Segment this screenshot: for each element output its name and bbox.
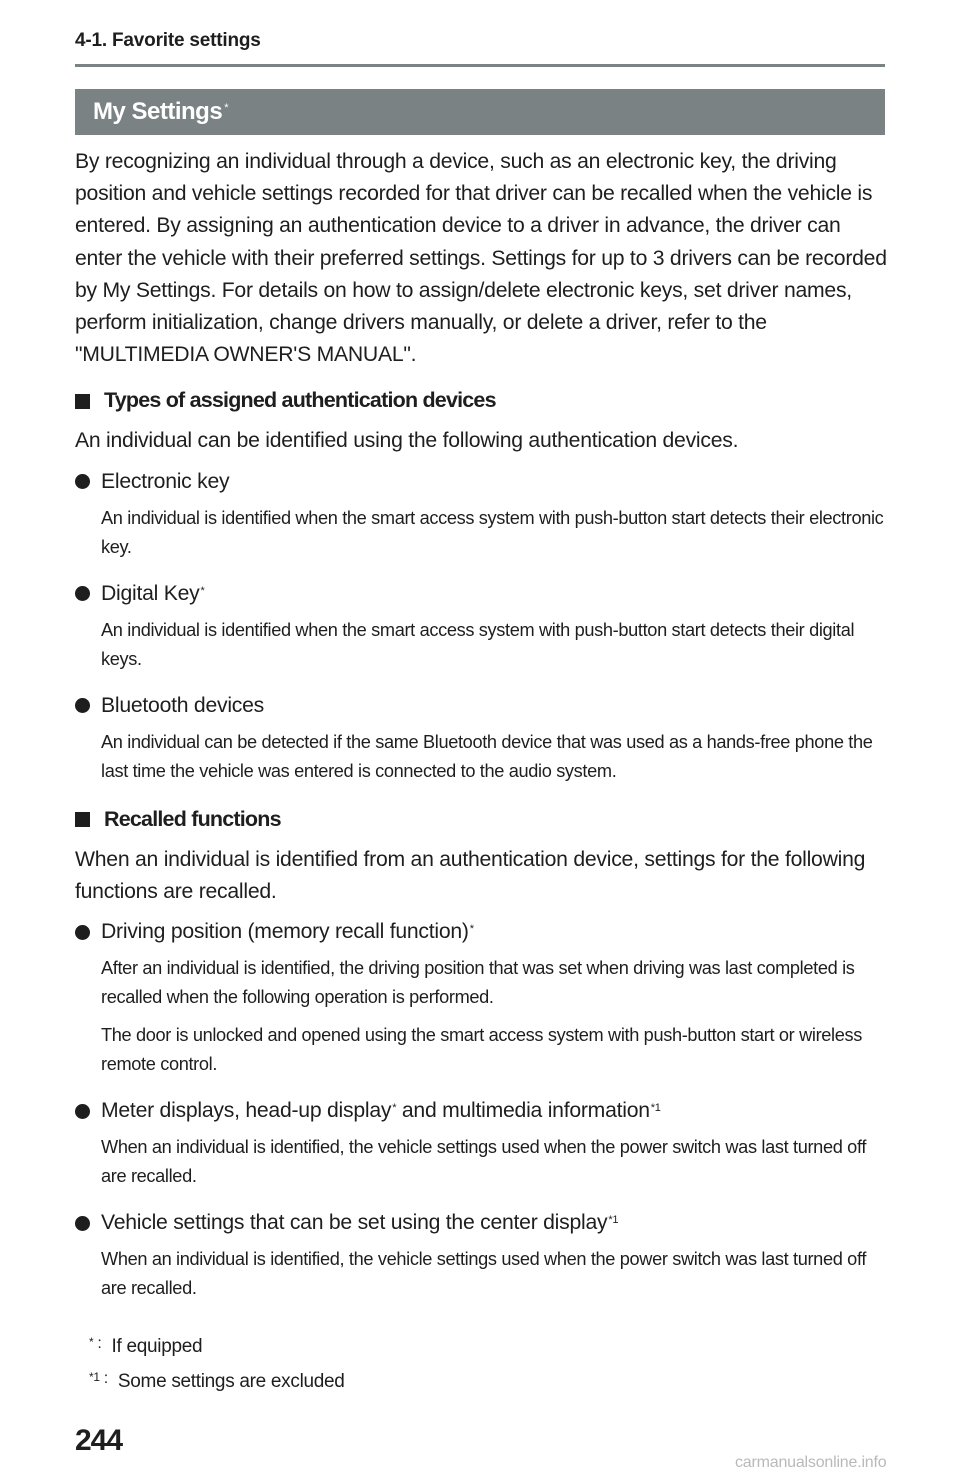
bullet-row <box>75 1207 887 1239</box>
bullet-label: Electronic key <box>101 469 230 493</box>
spacer <box>75 786 887 804</box>
bullet-label: Driving position (memory recall function) <box>101 920 469 944</box>
recalled-heading-text: Recalled functions <box>104 806 281 831</box>
footnote-text: Some settings are excluded <box>117 1371 345 1392</box>
page-number: 244 <box>75 1424 123 1457</box>
bullet-row <box>75 690 887 722</box>
bullet-detail: An individual is identified when the smart access system with push-button start detects their electronic key. <box>101 507 884 557</box>
round-bullet-icon <box>75 698 90 713</box>
bullet-row <box>75 916 887 948</box>
bullet-label: and multimedia information <box>396 1099 650 1123</box>
footnotes <box>89 1336 345 1406</box>
spacer <box>75 1191 887 1207</box>
title-footnote-mark: * <box>224 102 228 114</box>
spacer <box>75 1079 887 1095</box>
round-bullet-icon <box>75 1216 90 1231</box>
footnote-mark: * <box>200 584 205 597</box>
spacer <box>75 562 887 578</box>
bullet-row <box>75 466 887 498</box>
footnote-text: If equipped <box>111 1336 203 1357</box>
square-bullet-icon <box>75 812 90 827</box>
auth-item-electronic-key <box>75 466 887 562</box>
footnote-separator: : <box>97 1335 102 1352</box>
footnote-separator: : <box>103 1370 108 1387</box>
recalled-item-vehicle-settings <box>75 1207 887 1303</box>
bullet-detail: An individual is identified when the smart access system with push-button start detects their digital keys. <box>101 619 855 669</box>
bullet-detail: When an individual is identified, the vehicle settings used when the power switch was last turned off are recalled. <box>101 1249 867 1299</box>
footnote-mark: *1 <box>608 1214 619 1227</box>
recalled-lead: When an individual is identified from an authentication device, settings for the following functions are recalled. <box>75 847 866 903</box>
title-bar <box>75 89 885 135</box>
intro-paragraph: By recognizing an individual through a device, such as an electronic key, the driving position and vehicle settings recorded for that driver can be recalled when the vehicle is entered. By assigning an authentication device to a driver in advance, the driver can enter the vehicle with their preferred settings. Settings for up to 3 drivers can be recorded by My Settings. For details on how to assign/delete electronic keys, set driver names, perform initialization, change drivers manually, or delete a driver, refer to the "MULTIMEDIA OWNER'S MANUAL". <box>75 150 887 367</box>
bullet-detail: When an individual is identified, the vehicle settings used when the power switch was last turned off are recalled. <box>101 1137 867 1187</box>
footnote-mark: * <box>392 1102 397 1115</box>
recalled-item-meter-displays <box>75 1095 887 1191</box>
auth-item-digital-key <box>75 578 887 674</box>
round-bullet-icon <box>75 586 90 601</box>
bullet-detail: After an individual is identified, the driving position that was set when driving was last completed is recalled when the following operation is performed. <box>101 958 855 1008</box>
round-bullet-icon <box>75 925 90 940</box>
content <box>75 146 887 1303</box>
recalled-item-driving-position <box>75 916 887 1079</box>
spacer <box>75 674 887 690</box>
bullet-detail: An individual can be detected if the same Bluetooth device that was used as a hands-free phone the last time the vehicle was entered is connected to the audio system. <box>101 731 873 781</box>
header-rule <box>75 64 885 67</box>
auth-heading <box>75 385 887 415</box>
footnote-mark: *1 <box>650 1102 661 1115</box>
recalled-heading <box>75 804 887 834</box>
section-path: 4-1. Favorite settings <box>75 30 261 51</box>
bullet-detail: The door is unlocked and opened using the smart access system with push-button start or wireless remote control. <box>101 1025 862 1075</box>
square-bullet-icon <box>75 394 90 409</box>
bullet-label: Vehicle settings that can be set using the center display <box>101 1211 608 1235</box>
page-title: My Settings <box>93 98 223 125</box>
auth-lead: An individual can be identified using the following authentication devices. <box>75 429 739 453</box>
bullet-label: Bluetooth devices <box>101 693 265 717</box>
bullet-label: Digital Key <box>101 581 200 605</box>
footnote-symbol: *1 <box>89 1370 100 1384</box>
footnote-symbol: * <box>89 1335 94 1349</box>
watermark: carmanualsonline.info <box>735 1454 887 1471</box>
auth-heading-text: Types of assigned authentication devices <box>104 388 496 413</box>
footnote-mark: * <box>469 923 474 936</box>
bullet-row <box>75 1095 887 1127</box>
footnote <box>89 1371 345 1393</box>
round-bullet-icon <box>75 474 90 489</box>
bullet-row <box>75 578 887 610</box>
footnote <box>89 1336 345 1358</box>
auth-item-bluetooth <box>75 690 887 786</box>
round-bullet-icon <box>75 1104 90 1119</box>
bullet-label: Meter displays, head-up display <box>101 1099 392 1123</box>
